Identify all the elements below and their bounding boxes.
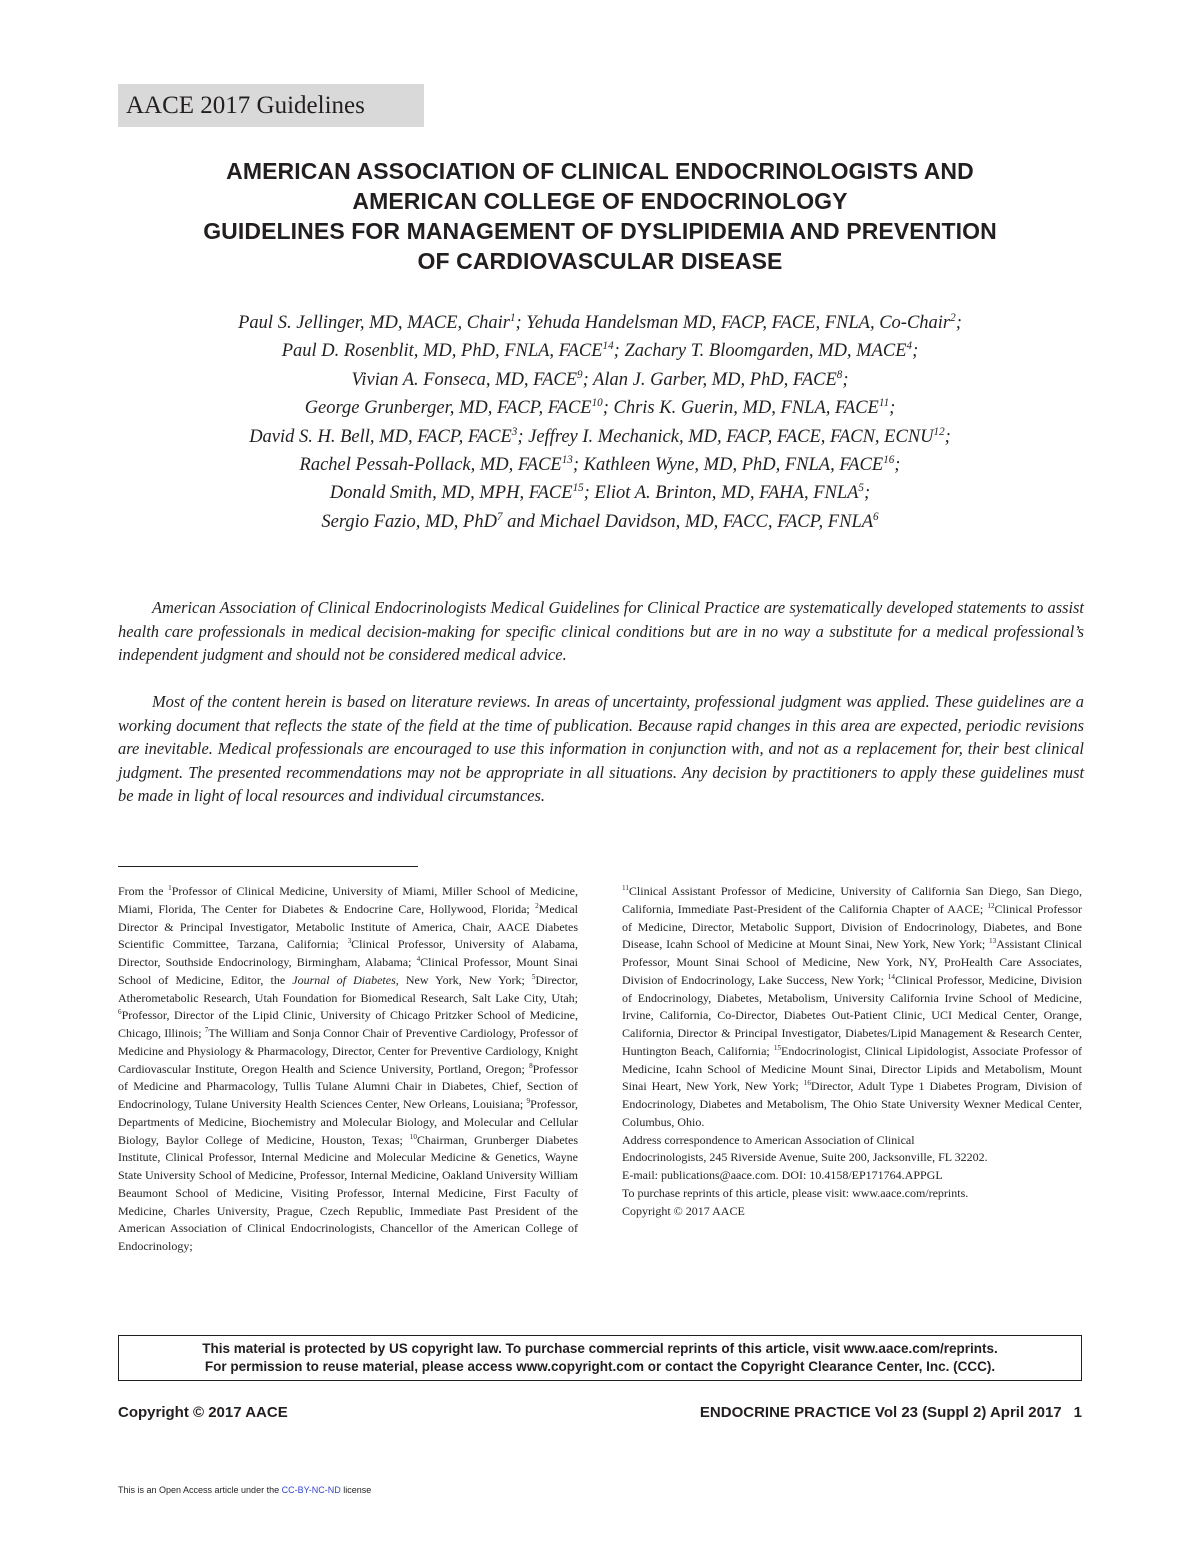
affiliation-text: Clinical Assistant Professor of Medicine, University of California San Diego, San Diego, California, Immediate Past-President of the California Chapter of AACE; — [622, 884, 1082, 916]
author-affil-mark: 14 — [602, 340, 614, 353]
affiliation-text: Professor of Medicine and Pharmacology, Tullis Tulane Alumni Chair in Diabetes, Chief, Section of Endocrinology, Tulane University Health Sciences Center, New Orleans, Louisiana; — [118, 1061, 578, 1111]
author: Kathleen Wyne, MD, PhD, FNLA, FACE — [583, 455, 884, 476]
author-separator: ; — [894, 455, 901, 476]
footer-copyright: Copyright © 2017 AACE — [118, 1404, 288, 1421]
title-line-2: AMERICAN COLLEGE OF ENDOCRINOLOGY — [352, 188, 848, 214]
author-separator: ; — [944, 426, 951, 447]
author-affil-mark: 9 — [577, 368, 583, 381]
author: Alan J. Garber, MD, PhD, FACE — [593, 369, 837, 390]
affiliation-text: Chairman, Grunberger Diabetes Institute, Clinical Professor, Internal Medicine and Molecular Medicine & Genetics, Wayne State University School of Medicine, Professor, Internal Medicine, Oakland University William Beaumont School of Medicine, Visiting Professor, Internal Medicine, First Faculty of Medicine, Charles University, Prague, Czech Republic, Immediate Past President of the American Association of Clinical Endocrinologists, Chancellor of the American College of Endocrinology; — [118, 1132, 578, 1253]
content-note: Most of the content herein is based on literature reviews. In areas of uncertainty, professional judgment was applied. These guidelines are a working document that reflects the state of the field at the time of publication. Because rapid changes in this area are expected, periodic revisions are inevitable. Medical professionals are encouraged to use this information in conjunction with, and not as a replacement for, their best clinical judgment. The presented recommendations may not be appropriate in all situations. Any decision by practitioners to apply these guidelines must be made in light of local resources and individual circumstances. — [118, 692, 1084, 806]
journal-name: Journal of Diabetes — [292, 972, 396, 987]
author-line-2 — [80, 337, 1120, 365]
affiliation-text: Professor, Departments of Medicine, Biochemistry and Molecular Biology, and Molecular and Cellular Biology, Baylor College of Medicine, Houston, Texas; — [118, 1097, 578, 1147]
affiliation-text: Clinical Professor, Medicine, Division of Endocrinology, Diabetes, Metabolism, University California Irvine School of Medicine, Irvine, California, Co-Director, Diabetes Out-Patient Clinic, UCI Medical Center, Orange, California, Director & Principal Investigator, Diabetes/Lipid Management & Research Center, Huntington Beach, California; — [622, 972, 1082, 1058]
affil-mark: 6 — [118, 1008, 122, 1017]
author-separator: ; — [582, 369, 594, 390]
author-affil-mark: 5 — [858, 482, 864, 495]
author-affil-mark: 12 — [933, 425, 945, 438]
author-line-6 — [80, 451, 1120, 479]
affil-mark: 16 — [803, 1079, 811, 1088]
author: Jeffrey I. Mechanick, MD, FACP, FACE, FACN, ECNU — [528, 426, 934, 447]
author-affil-mark: 15 — [572, 482, 584, 495]
author: Paul S. Jellinger, MD, MACE, Chair — [238, 313, 510, 333]
author: Eliot A. Brinton, MD, FAHA, FNLA — [594, 483, 859, 504]
contact-email-doi[interactable]: E-mail: publications@aace.com. DOI: 10.4158/EP171764.APPGL — [622, 1168, 943, 1182]
affil-mark: 4 — [416, 955, 421, 963]
author-separator: ; — [863, 483, 871, 504]
author-line-5 — [80, 423, 1120, 451]
affiliation-text: Clinical Professor, Mount Sinai School of Medicine, Editor, the — [118, 955, 578, 987]
address-line: Address correspondence to American Association of Clinical — [622, 1132, 915, 1147]
author-affil-mark: 2 — [950, 311, 956, 324]
copyright-notice-box — [118, 1335, 1082, 1381]
author-affil-mark: 8 — [836, 368, 843, 381]
author-separator: ; — [912, 341, 919, 362]
author-separator: ; — [613, 341, 625, 362]
reprints-link[interactable]: To purchase reprints of this article, please visit: www.aace.com/reprints. — [622, 1185, 969, 1200]
author: Chris K. Guerin, MD, FNLA, FACE — [613, 398, 879, 419]
author-separator: ; — [515, 313, 527, 333]
author: Paul D. Rosenblit, MD, PhD, FNLA, FACE — [281, 341, 603, 362]
affil-mark: 13 — [989, 937, 997, 946]
author-affil-mark: 7 — [496, 510, 503, 523]
page-number: 1 — [1073, 1404, 1082, 1421]
copyright-line: Copyright © 2017 AACE — [622, 1203, 745, 1218]
copyright-notice-line-2: For permission to reuse material, please access www.copyright.com or contact the Copyright Clearance Center, Inc. (CCC). — [204, 1359, 996, 1374]
affil-mark: 14 — [887, 972, 895, 981]
open-access-text: This is an Open Access article under the — [118, 1485, 282, 1495]
author-line-1 — [80, 309, 1120, 337]
author-separator: ; — [602, 398, 614, 419]
author-separator: ; — [572, 455, 584, 476]
open-access-text: license — [340, 1485, 372, 1495]
author-line-3 — [80, 366, 1120, 394]
author-affil-mark: 4 — [906, 340, 913, 353]
author-affil-mark: 1 — [509, 311, 516, 324]
license-link[interactable]: CC-BY-NC-ND — [281, 1485, 341, 1495]
author-list — [80, 309, 1120, 536]
author-affil-mark: 10 — [591, 397, 603, 410]
title-line-1: AMERICAN ASSOCIATION OF CLINICAL ENDOCRINOLOGISTS AND — [226, 158, 974, 184]
author: Donald Smith, MD, MPH, FACE — [329, 483, 573, 504]
author: Vivian A. Fonseca, MD, FACE — [351, 369, 578, 390]
affiliations-column-left — [118, 883, 578, 1256]
guidelines-disclaimer: American Association of Clinical Endocrinologists Medical Guidelines for Clinical Practice are systematically developed statements to assist health care professionals in medical decision-making for specific clinical conditions but are in no way a substitute for a medical professional’s independent judgment and should not be considered medical advice. — [118, 598, 1084, 665]
author-affil-mark: 13 — [561, 453, 573, 466]
title-line-4: OF CARDIOVASCULAR DISEASE — [417, 248, 783, 274]
affiliation-lead: From the — [118, 884, 169, 898]
author-conjunction: and — [502, 511, 540, 532]
correspondence-address — [622, 1132, 1082, 1221]
affil-mark: 3 — [347, 937, 352, 946]
copyright-notice-line-1: This material is protected by US copyright law. To purchase commercial reprints of this article, visit www.aace.com/reprints. — [202, 1341, 998, 1356]
affil-mark: 5 — [531, 972, 536, 981]
affil-mark: 9 — [526, 1097, 531, 1105]
affiliation-text: Endocrinologist, Clinical Lipidologist, Associate Professor of Medicine, Icahn School of Medicine Mount Sinai, Director Lipids and Metabolism, Mount Sinai Heart, New York, New York; — [622, 1043, 1082, 1094]
affiliation-text: Director, Adult Type 1 Diabetes Program, Division of Endocrinology, Diabetes and Metabolism, The Ohio State University Wexner Medical Center, Columbus, Ohio. — [622, 1079, 1082, 1129]
author: George Grunberger, MD, FACP, FACE — [304, 398, 592, 419]
author-affil-mark: 3 — [511, 425, 518, 438]
affiliations-column-right — [622, 883, 1082, 1220]
affil-mark: 8 — [529, 1061, 533, 1070]
affil-mark: 11 — [622, 884, 629, 892]
footer-journal-info — [700, 1404, 1082, 1421]
affiliation-text: Clinical Professor, University of Alabama, Director, Southside Endocrinology, Birmingham, Alabama; — [118, 937, 578, 969]
affiliation-text: Professor, Director of the Lipid Clinic, University of Chicago Pritzker School of Medicine, Chicago, Illinois; — [118, 1008, 578, 1040]
footnote-divider — [118, 866, 418, 867]
author-line-7 — [80, 479, 1120, 507]
author-separator: ; — [583, 483, 595, 504]
author-affil-mark: 6 — [873, 510, 879, 523]
affiliation-text: The William and Sonja Connor Chair of Preventive Cardiology, Professor of Medicine and Physiology & Pharmacology, Director, Center for Preventive Cardiology, Knight Cardiovascular Institute, Oregon Health and Science University, Portland, Oregon; — [118, 1026, 578, 1076]
author-separator: ; — [517, 426, 529, 447]
article-title — [100, 156, 1100, 276]
affiliation-text: Professor of Clinical Medicine, University of Miami, Miller School of Medicine, Miami, Florida, The Center for Diabetes & Endocrine Care, Hollywood, Florida; — [118, 884, 578, 916]
affil-mark: 1 — [168, 884, 172, 892]
author-separator: ; — [955, 313, 962, 333]
author: Zachary T. Bloomgarden, MD, MACE — [624, 341, 907, 362]
author: Rachel Pessah-Pollack, MD, FACE — [299, 455, 562, 476]
author-line-8 — [80, 508, 1120, 536]
journal-citation: ENDOCRINE PRACTICE Vol 23 (Suppl 2) April 2017 — [699, 1404, 1062, 1421]
author-separator: ; — [842, 369, 849, 390]
author-affil-mark: 11 — [878, 397, 890, 410]
author: Sergio Fazio, MD, PhD — [321, 511, 497, 532]
affil-mark: 12 — [987, 901, 995, 910]
author-line-4 — [80, 394, 1120, 422]
section-banner: AACE 2017 Guidelines — [118, 84, 424, 127]
affiliation-text: Medical Director & Principal Investigator, Metabolic Institute of America, Chair, AACE Diabetes Scientific Committee, Tarzana, California; — [118, 901, 578, 952]
title-line-3: GUIDELINES FOR MANAGEMENT OF DYSLIPIDEMIA AND PREVENTION — [203, 218, 997, 244]
address-line: Endocrinologists, 245 Riverside Avenue, Suite 200, Jacksonville, FL 32202. — [622, 1150, 988, 1165]
affiliation-text: Assistant Clinical Professor, Mount Sinai School of Medicine, New York, NY, ProHealth Care Associates, Division of Endocrinology, Lake Success, New York; — [622, 937, 1082, 987]
affiliation-text: , New York, New York; — [395, 972, 532, 987]
author: Yehuda Handelsman MD, FACP, FACE, FNLA, Co-Chair — [526, 313, 951, 333]
affil-mark: 10 — [409, 1132, 417, 1141]
affiliation-text: Director, Atherometabolic Research, Utah Foundation for Biomedical Research, Salt Lake City, Utah; — [118, 972, 578, 1005]
author-affil-mark: 16 — [883, 453, 895, 466]
author: Michael Davidson, MD, FACC, FACP, FNLA — [539, 511, 874, 532]
author: David S. H. Bell, MD, FACP, FACE — [249, 426, 512, 447]
affiliation-text: Clinical Professor of Medicine, Director, Metabolic Support, Division of Endocrinology, Diabetes, and Bone Disease, Icahn School of Medicine at Mount Sinai, New York, New York; — [622, 901, 1082, 952]
affil-mark: 15 — [773, 1043, 782, 1052]
author-separator: ; — [889, 398, 896, 419]
open-access-note — [118, 1485, 371, 1495]
affil-mark: 2 — [535, 901, 539, 910]
affil-mark: 7 — [204, 1026, 209, 1034]
